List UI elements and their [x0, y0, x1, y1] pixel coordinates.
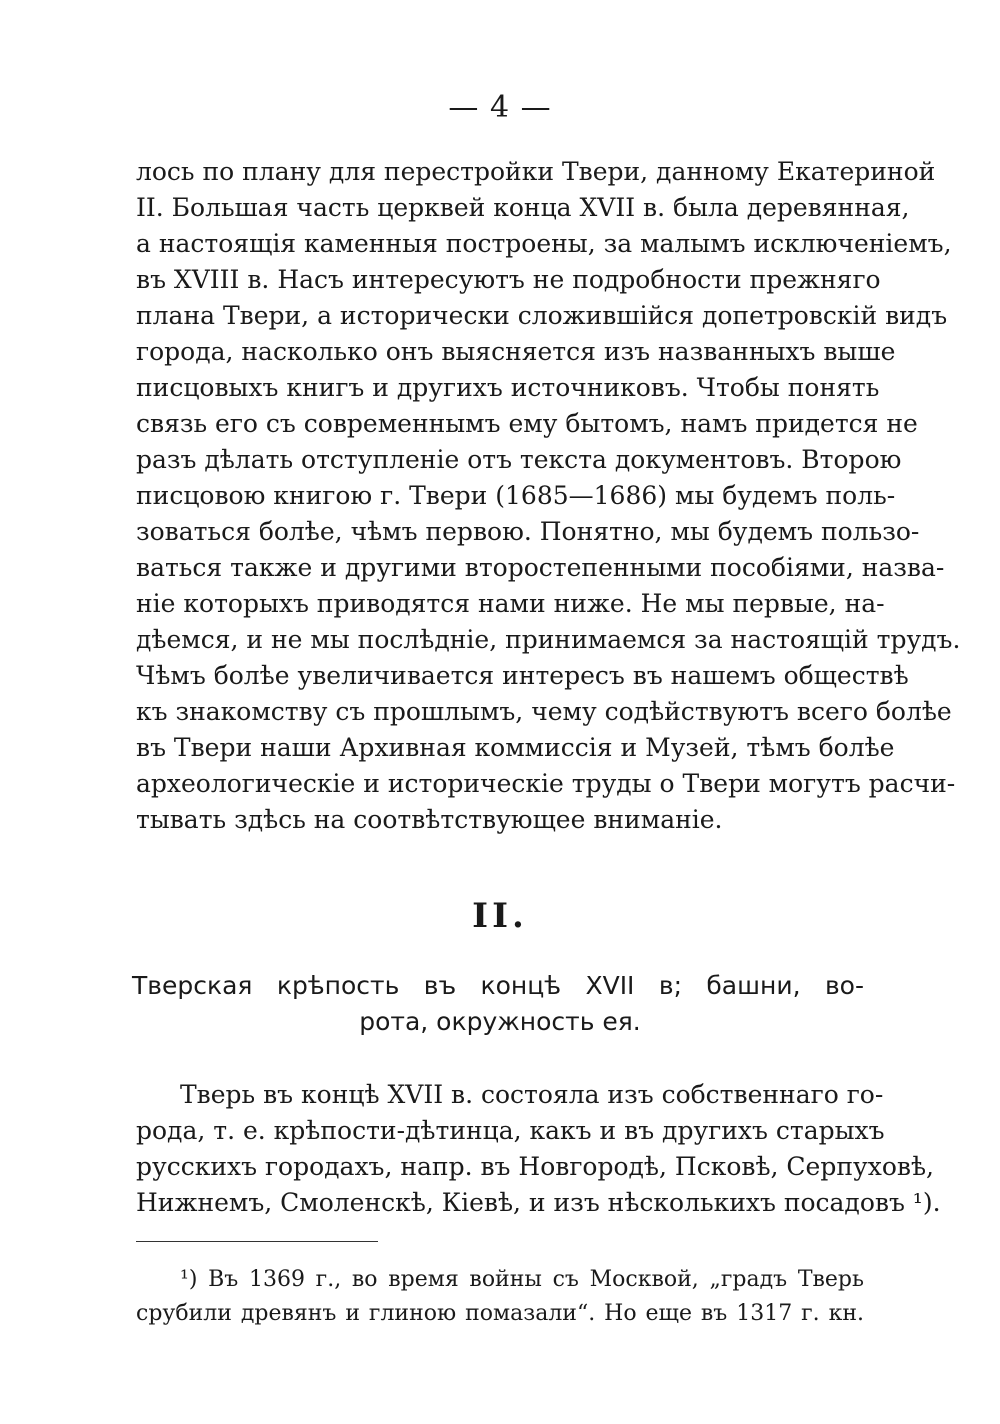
section-heading-line: рота, окружность ея. [359, 1007, 641, 1036]
footnote-line: срубили древянъ и глиною помазали“. Но еще въ 1317 г. кн. [136, 1301, 864, 1326]
text-line: II. Большая часть церквей конца XVII в. была деревянная, [136, 193, 910, 222]
text-line: Чѣмъ болѣе увеличивается интересъ въ нашемъ обществѣ [136, 661, 909, 690]
footnote-rule [136, 1241, 378, 1242]
text-line: зоваться болѣе, чѣмъ первою. Понятно, мы будемъ пользо- [136, 517, 920, 546]
text-line: рода, т. е. крѣпости-дѣтинца, какъ и въ другихъ старыхъ [136, 1116, 885, 1145]
text-line: археологическіе и историческіе труды о Твери могутъ расчи- [136, 769, 956, 798]
text-line: въ XVIII в. Насъ интересуютъ не подробности прежняго [136, 265, 881, 294]
text-line: а настоящія каменныя построены, за малымъ исключеніемъ, [136, 229, 952, 258]
text-line: къ знакомству съ прошлымъ, чему содѣйствуютъ всего болѣе [136, 697, 952, 726]
section-heading-line: Тверская крѣпость въ концѣ XVII в; башни, во- [132, 971, 864, 1000]
text-line: Нижнемъ, Смоленскѣ, Кіевѣ, и изъ нѣсколькихъ посадовъ ¹). [136, 1188, 941, 1217]
text-line: ваться также и другими второстепенными пособіями, назва- [136, 553, 945, 582]
section-numeral: II. [472, 896, 528, 936]
text-line: русскихъ городахъ, напр. въ Новгородѣ, Псковѣ, Серпуховѣ, [136, 1152, 934, 1181]
text-line: плана Твери, а исторически сложившійся допетровскій видъ [136, 301, 948, 330]
text-line: связь его съ современнымъ ему бытомъ, намъ придется не [136, 409, 918, 438]
text-line: лось по плану для перестройки Твери, данному Екатериной [136, 157, 936, 186]
text-line: разъ дѣлать отступленіе отъ текста документовъ. Второю [136, 445, 902, 474]
text-line: писцовыхъ книгъ и другихъ источниковъ. Чтобы понять [136, 373, 880, 402]
footnote-line: ¹) Въ 1369 г., во время войны съ Москвой, „градъ Тверь [180, 1267, 864, 1292]
text-line: тывать здѣсь на соотвѣтствующее вниманіе. [136, 805, 723, 834]
text-line: писцовою книгою г. Твери (1685—1686) мы будемъ поль- [136, 481, 896, 510]
text-line: ніе которыхъ приводятся нами ниже. Не мы первые, на- [136, 589, 885, 618]
text-line: города, насколько онъ выясняется изъ названныхъ выше [136, 337, 896, 366]
page-number: — 4 — [448, 90, 552, 125]
text-line: дѣемся, и не мы послѣдніе, принимаемся за настоящій трудъ. [136, 625, 961, 654]
text-line: въ Твери наши Архивная коммиссія и Музей, тѣмъ болѣе [136, 733, 895, 762]
text-line: Тверь въ концѣ XVII в. состояла изъ собственнаго го- [180, 1080, 884, 1109]
